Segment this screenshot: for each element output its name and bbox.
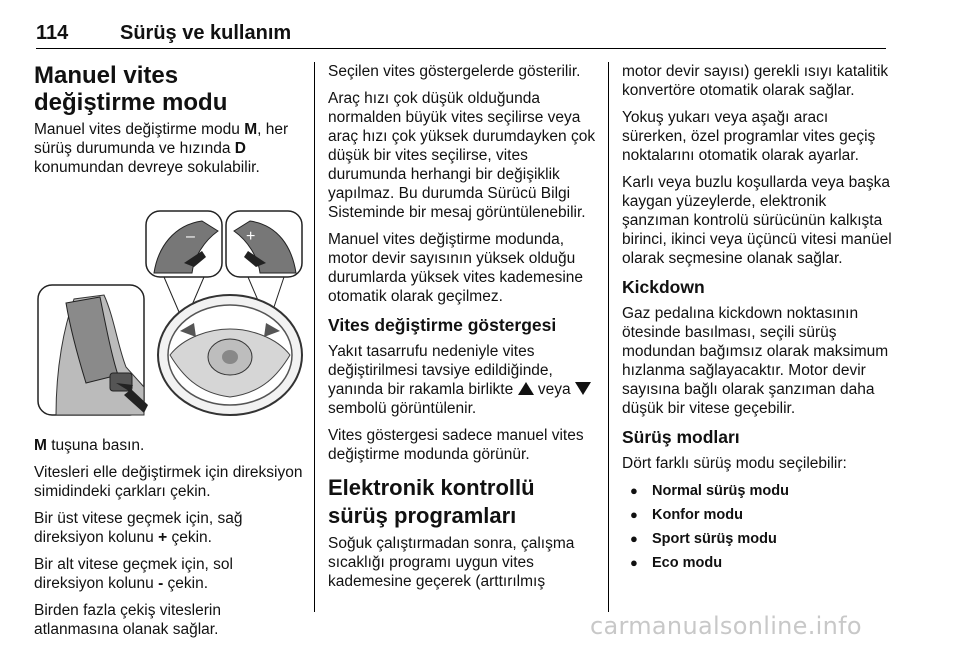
section-title: Sürüş ve kullanım	[120, 22, 292, 44]
shift-indicator-text: Yakıt tasarrufu nedeniyle vites değiştirilmesi tavsiye edildiğinde, yanında bir rakamla birlikte veya sembolü görüntülenir.	[328, 342, 596, 418]
page-number: 114	[36, 22, 69, 44]
no-auto-upshift-note: Manuel vites değiştirme modunda, motor devir sayısının yüksek olduğu durumlarda yüksek vites kademesine otomatik olarak geçilmez.	[328, 231, 584, 305]
cold-start-text: Soğuk çalıştırmadan sonra, çalışma sıcaklığı programı uygun vites kademesine geçerek (arttırılmış	[328, 535, 575, 590]
slippery-surface-text: Karlı veya buzlu koşullarda veya başka kaygan yüzeylerde, elektronik şanzıman kontrolü sürücünün kalkışta birinci, ikinci veya üçüncü vitesi manüel olarak seçmesine olanak sağlar.	[622, 174, 892, 267]
slope-programs-text: Yokuş yukarı veya aşağı aracı sürerken, özel programlar vites geçiş noktalarını otomatik olarak ayarlar.	[622, 109, 876, 164]
column-divider	[314, 62, 315, 612]
paddle-shifter-illustration	[34, 207, 306, 419]
list-item: ● Konfor modu	[622, 503, 892, 527]
manual-mode-heading: Manuel vites değiştirme modu	[34, 62, 228, 116]
driving-modes-intro: Dört farklı sürüş modu seçilebilir:	[622, 455, 847, 472]
selected-gear-text: Seçilen vites göstergelerde gösterilir.	[328, 63, 581, 80]
column-2	[328, 62, 596, 599]
watermark: carmanualsonline.info	[590, 612, 862, 640]
downshift-instruction: Bir alt vitese geçmek için, sol direksiyon kolunu - çekin.	[34, 556, 233, 592]
kickdown-text: Gaz pedalına kickdown noktasının ötesinde basılması, seçili sürüş modundan bağımsız olarak maksimum hızlanma sağlayacaktır. Motor devir sayısına bağlı olarak şanzıman daha düşük bir vitese geçebilir.	[622, 305, 889, 417]
multi-pull-note: Birden fazla çekiş viteslerin atlanmasına olanak sağlar.	[34, 602, 221, 638]
electronic-programs-heading: Elektronik kontrollü sürüş programları	[328, 475, 535, 528]
catalytic-text: motor devir sayısı) gerekli ısıyı katalitik konvertöre otomatik olarak sağlar.	[622, 63, 889, 99]
manual-mode-intro: Manuel vites değiştirme modu M, her sürüş durumunda ve hızında D konumundan devreye sokulabilir.	[34, 121, 289, 176]
triangle-up-icon	[518, 382, 534, 395]
list-item: ● Sport sürüş modu	[622, 527, 892, 551]
gear-selection-note: Araç hızı çok düşük olduğunda normalden büyük vites seçilirse veya araç hızı çok yüksek durumdayken çok düşük bir vites seçilirse, vites durumunda herhangi bir değişiklik yapılmaz. Bu durumda Sürücü Bilgi Sisteminde bir mesaj görüntülenebilir.	[328, 90, 596, 221]
column-1	[34, 62, 306, 647]
upshift-instruction: Bir üst vitese geçmek için, sağ direksiyon kolunu + çekin.	[34, 510, 243, 546]
list-item: ● Eco modu	[622, 551, 892, 575]
indicator-visibility-note: Vites göstergesi sadece manuel vites değiştirme modunda görünür.	[328, 427, 584, 463]
kickdown-heading: Kickdown	[622, 277, 705, 297]
list-item: ● Normal sürüş modu	[622, 479, 892, 503]
svg-text:+: +	[246, 228, 256, 245]
svg-text:–: –	[186, 228, 195, 245]
driving-modes-list	[622, 479, 892, 575]
paddles-instruction: Vitesleri elle değiştirmek için direksiyon simidindeki çarkları çekin.	[34, 464, 303, 500]
page-header	[36, 8, 886, 49]
shift-indicator-heading: Vites değiştirme göstergesi	[328, 315, 557, 335]
column-3	[622, 62, 892, 575]
column-divider	[608, 62, 609, 612]
m-key-instruction: M tuşuna basın.	[34, 437, 145, 454]
driving-modes-heading: Sürüş modları	[622, 427, 740, 447]
triangle-down-icon	[575, 382, 591, 395]
